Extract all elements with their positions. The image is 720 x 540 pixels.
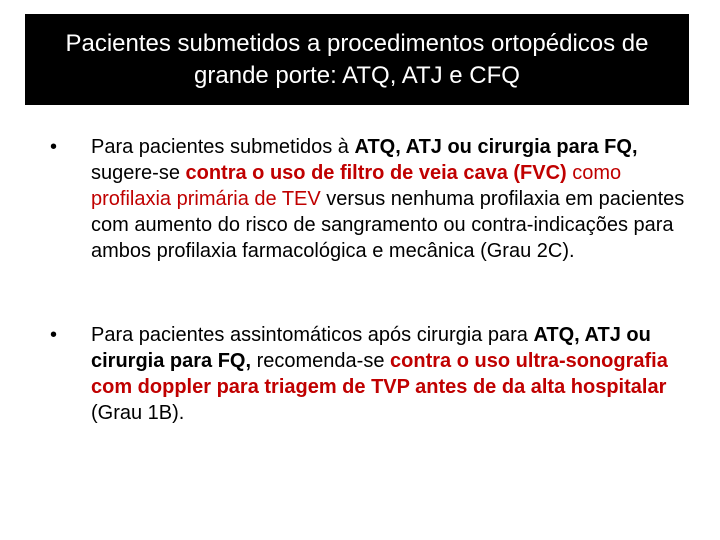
bullet-2-procedures: ATQ, ATJ ou cirurgia para FQ, (91, 324, 651, 372)
bullet-2-seg-1: Para pacientes assintomáticos após cirurgia para (91, 324, 534, 346)
bullet-dot-icon: • (50, 324, 58, 346)
bullet-1-recommendation: contra o uso de filtro de veia cava (FVC) (185, 162, 567, 184)
bullet-dot-icon: • (50, 136, 58, 158)
bullet-2-seg-3: recomenda-se (251, 350, 391, 372)
bullet-text-1 (91, 134, 691, 264)
bullet-2-seg-5: (Grau 1B). (91, 402, 185, 424)
slide-title-line-1: Pacientes submetidos a procedimentos ortopédicos de (65, 29, 649, 57)
bullet-1-procedures: ATQ, ATJ ou cirurgia para FQ, (354, 136, 638, 158)
bullet-1-seg-1: Para pacientes submetidos à (91, 136, 355, 158)
bullet-1-seg-6: versus nenhuma profilaxia em pacientes com aumento do risco de sangramento ou contra-indicações para ambos profilaxia farmacológica e mecânica (Grau 2C). (91, 188, 685, 262)
bullet-1-prophylaxis: como profilaxia primária de TEV (91, 162, 622, 210)
bullet-1-seg-3: sugere-se (91, 162, 186, 184)
bullet-2-recommendation: contra o uso ultra-sonografia com doppler para triagem de TVP antes de da alta hospitalar (91, 350, 668, 398)
bullet-text-2 (91, 322, 691, 426)
slide-title-line-2: grande porte: ATQ, ATJ e CFQ (194, 61, 520, 89)
